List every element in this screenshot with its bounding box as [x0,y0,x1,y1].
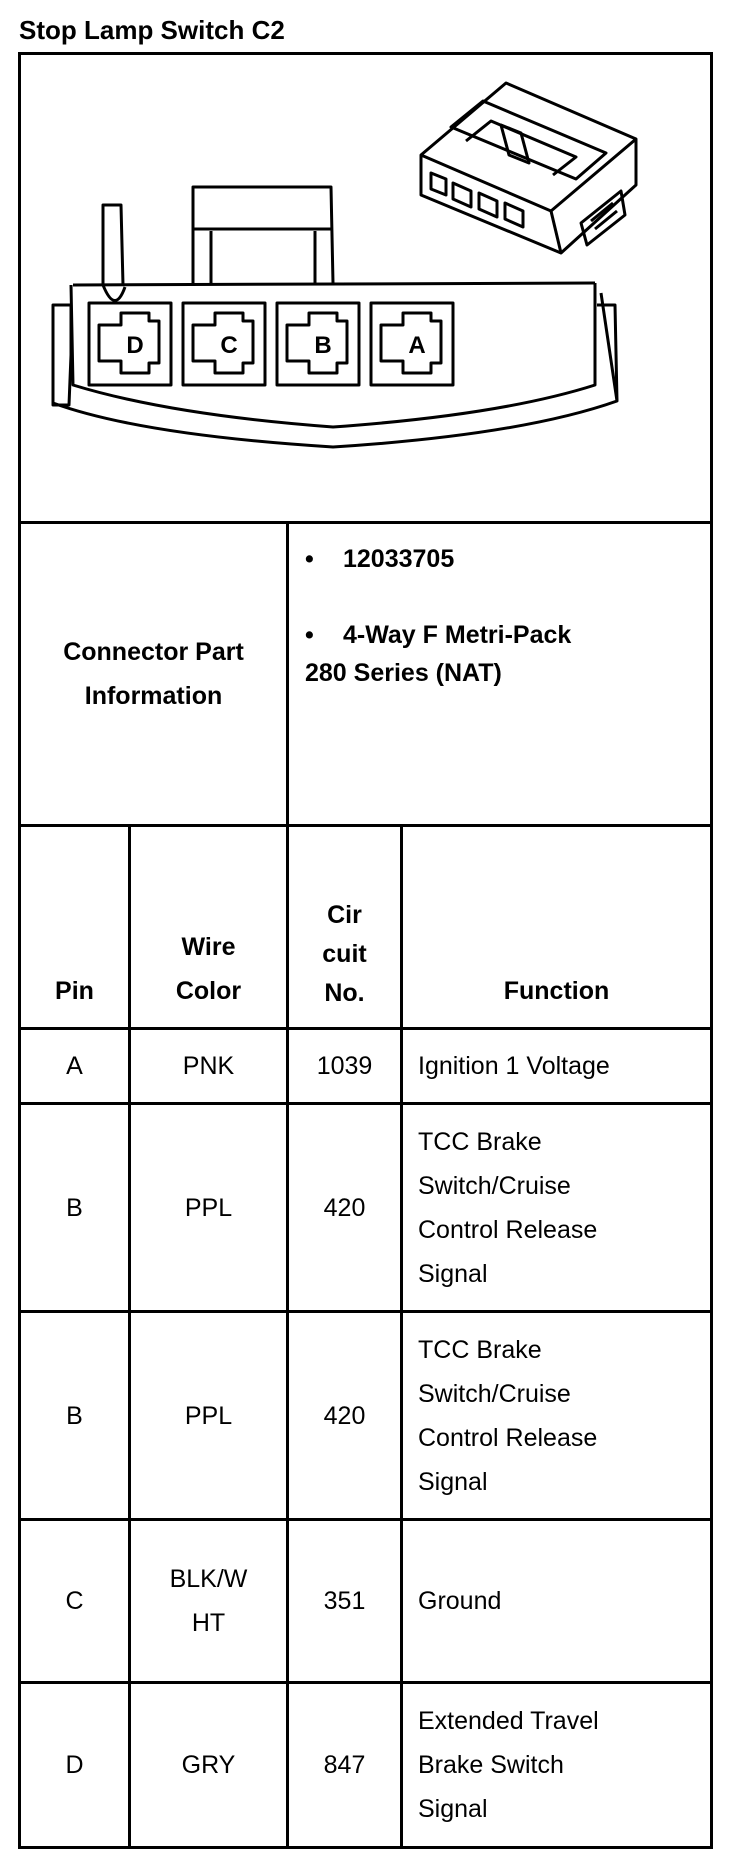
table-row [20,1520,712,1683]
pin-cell: D [20,1683,130,1848]
function-cell: TCC Brake Switch/Cruise Control Release Signal [402,1312,712,1520]
wire-color-cell: BLK/W HT [130,1520,288,1683]
cavity-label-d: D [126,332,144,359]
pin-cell: B [20,1312,130,1520]
table-row [20,1104,712,1312]
header-function: Function [402,826,712,1029]
cavity-label-c: C [220,332,238,359]
table-row [20,1312,712,1520]
part-number-item [305,540,700,578]
connector-diagram-cell [20,54,712,523]
diagram-row [20,54,712,523]
table-row [20,1683,712,1848]
connector-table [18,52,713,1849]
part-info-label-line1: Connector Part [63,638,244,666]
wire-color-cell: PNK [130,1029,288,1104]
pin-cell: A [20,1029,130,1104]
circuit-cell: 1039 [288,1029,402,1104]
part-info-label [20,523,288,826]
function-cell: Extended Travel Brake Switch Signal [402,1683,712,1848]
function-cell: Ignition 1 Voltage [402,1029,712,1104]
pin-cell: C [20,1520,130,1683]
cavity-label-b: B [314,332,332,359]
part-number: 12033705 [343,545,455,573]
circuit-cell: 420 [288,1104,402,1312]
function-cell: TCC Brake Switch/Cruise Control Release Signal [402,1104,712,1312]
part-info-row [20,523,712,826]
circuit-cell: 351 [288,1520,402,1683]
connector-diagram [21,55,707,521]
function-cell: Ground [402,1520,712,1683]
wire-color-cell: GRY [130,1683,288,1848]
page-title: Stop Lamp Switch C2 [19,15,285,45]
bullet-icon: • [305,621,314,649]
table-row [20,1029,712,1104]
connector-isometric-icon [421,83,636,253]
header-circuit-no: Cir cuit No. [288,826,402,1029]
header-wire-color: Wire Color [130,826,288,1029]
part-info-list [305,540,700,692]
bullet-icon: • [305,545,314,573]
pin-cell: B [20,1104,130,1312]
wire-color-cell: PPL [130,1104,288,1312]
wire-color-cell: PPL [130,1312,288,1520]
part-info-label-line2: Information [84,682,223,710]
part-description-line2: 280 Series (NAT) [305,659,502,687]
circuit-cell: 847 [288,1683,402,1848]
table-header-row [20,826,712,1029]
circuit-cell: 420 [288,1312,402,1520]
header-pin: Pin [20,826,130,1029]
part-info-values [288,523,712,826]
part-description-line1: 4-Way F Metri-Pack [343,621,572,649]
cavity-label-a: A [408,332,426,359]
part-description-item [305,616,700,692]
